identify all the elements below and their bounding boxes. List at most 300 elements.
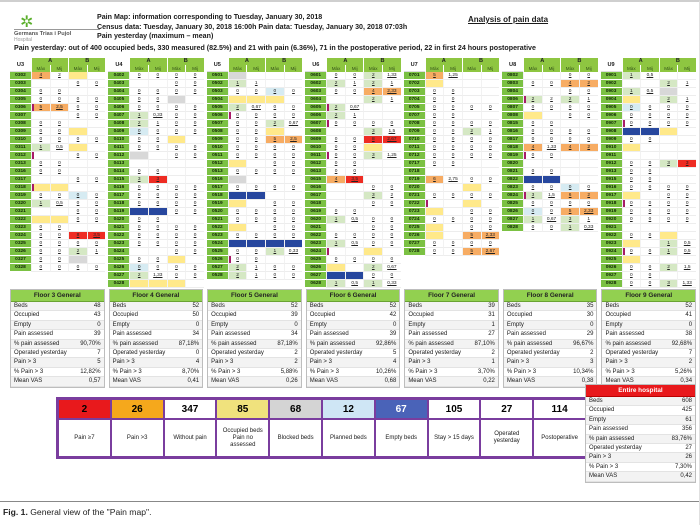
- pain-cell[interactable]: [87, 160, 106, 168]
- pain-cell[interactable]: 0: [579, 104, 598, 112]
- pain-cell[interactable]: 0: [579, 200, 598, 208]
- bed-number[interactable]: 0502: [207, 80, 228, 88]
- pain-cell[interactable]: [284, 80, 303, 88]
- bed-number[interactable]: 0828: [502, 224, 523, 232]
- pain-cell[interactable]: [68, 168, 87, 176]
- pain-cell[interactable]: 0: [265, 224, 284, 232]
- pain-cell[interactable]: [640, 224, 659, 232]
- pain-cell[interactable]: 0: [148, 136, 167, 144]
- pain-cell[interactable]: 2: [382, 192, 401, 200]
- pain-cell[interactable]: 0: [129, 200, 148, 208]
- pain-cell[interactable]: [265, 192, 284, 200]
- pain-cell[interactable]: [31, 216, 50, 224]
- pain-cell[interactable]: [228, 96, 247, 104]
- pain-cell[interactable]: 0,33: [148, 112, 167, 120]
- pain-cell[interactable]: 0: [462, 144, 481, 152]
- bed-number[interactable]: 0712: [404, 152, 425, 160]
- pain-cell[interactable]: [148, 248, 167, 256]
- pain-cell[interactable]: 0: [284, 160, 303, 168]
- pain-cell[interactable]: [443, 80, 462, 88]
- bed-number[interactable]: 0410: [108, 136, 129, 144]
- pain-cell[interactable]: 0: [326, 168, 345, 176]
- pain-cell[interactable]: [246, 72, 265, 80]
- bed-number[interactable]: 0826: [502, 208, 523, 216]
- pain-cell[interactable]: 0: [363, 184, 382, 192]
- pain-cell[interactable]: 2: [326, 104, 345, 112]
- pain-cell[interactable]: 0,33: [382, 280, 401, 288]
- pain-cell[interactable]: [542, 88, 561, 96]
- pain-cell[interactable]: 0: [185, 88, 204, 96]
- pain-cell[interactable]: [659, 168, 678, 176]
- pain-cell[interactable]: 0: [185, 128, 204, 136]
- bed-number[interactable]: 0820: [502, 160, 523, 168]
- pain-cell[interactable]: 2: [523, 96, 542, 104]
- pain-cell[interactable]: 0: [129, 192, 148, 200]
- pain-cell[interactable]: 0: [31, 168, 50, 176]
- pain-cell[interactable]: 0: [542, 208, 561, 216]
- pain-cell[interactable]: 1: [622, 88, 641, 96]
- bed-number[interactable]: 0313: [10, 160, 31, 168]
- pain-cell[interactable]: 0,5: [677, 248, 696, 256]
- bed-number[interactable]: 0727: [404, 240, 425, 248]
- pain-cell[interactable]: 0: [345, 232, 364, 240]
- pain-cell[interactable]: 0: [167, 200, 186, 208]
- pain-cell[interactable]: [87, 184, 106, 192]
- pain-cell[interactable]: 0: [382, 256, 401, 264]
- bed-number[interactable]: 0408: [108, 120, 129, 128]
- pain-cell[interactable]: [167, 136, 186, 144]
- pain-cell[interactable]: [462, 200, 481, 208]
- pain-cell[interactable]: 0: [425, 144, 444, 152]
- pain-cell[interactable]: [622, 128, 641, 136]
- pain-cell[interactable]: 0: [148, 96, 167, 104]
- pain-cell[interactable]: 0: [246, 120, 265, 128]
- pain-cell[interactable]: 0,67: [542, 216, 561, 224]
- pain-cell[interactable]: [481, 112, 500, 120]
- bed-number[interactable]: 0707: [404, 112, 425, 120]
- pain-cell[interactable]: 0: [579, 136, 598, 144]
- pain-cell[interactable]: [129, 160, 148, 168]
- pain-cell[interactable]: 0: [129, 88, 148, 96]
- pain-cell[interactable]: 0: [68, 96, 87, 104]
- bed-number[interactable]: 0816: [502, 128, 523, 136]
- pain-cell[interactable]: 0: [425, 152, 444, 160]
- bed-number[interactable]: 0312: [10, 152, 31, 160]
- pain-cell[interactable]: 0: [87, 216, 106, 224]
- pain-cell[interactable]: [363, 168, 382, 176]
- pain-cell[interactable]: [363, 144, 382, 152]
- pain-cell[interactable]: 0: [68, 80, 87, 88]
- bed-number[interactable]: 0625: [305, 256, 326, 264]
- pain-cell[interactable]: 0,5: [640, 88, 659, 96]
- pain-cell[interactable]: [31, 176, 50, 184]
- pain-cell[interactable]: [185, 256, 204, 264]
- pain-cell[interactable]: 2,33: [382, 88, 401, 96]
- pain-cell[interactable]: [382, 176, 401, 184]
- pain-cell[interactable]: 1: [129, 112, 148, 120]
- bed-number[interactable]: 0317: [10, 176, 31, 184]
- pain-cell[interactable]: [284, 96, 303, 104]
- pain-cell[interactable]: 1: [382, 80, 401, 88]
- bed-number[interactable]: 0721: [404, 192, 425, 200]
- pain-cell[interactable]: [87, 88, 106, 96]
- pain-cell[interactable]: 0: [50, 224, 69, 232]
- pain-cell[interactable]: 0: [68, 176, 87, 184]
- pain-cell[interactable]: 0: [326, 152, 345, 160]
- pain-cell[interactable]: 0: [185, 104, 204, 112]
- pain-cell[interactable]: 0: [326, 208, 345, 216]
- pain-cell[interactable]: 0: [284, 184, 303, 192]
- pain-cell[interactable]: [579, 160, 598, 168]
- pain-cell[interactable]: 0: [659, 200, 678, 208]
- pain-cell[interactable]: 2: [363, 264, 382, 272]
- pain-cell[interactable]: 0: [443, 128, 462, 136]
- pain-cell[interactable]: [622, 152, 641, 160]
- bed-number[interactable]: 0928: [601, 280, 622, 288]
- pain-cell[interactable]: 0: [167, 112, 186, 120]
- bed-number[interactable]: 0601: [305, 72, 326, 80]
- pain-cell[interactable]: 3,5: [345, 176, 364, 184]
- pain-cell[interactable]: 0: [443, 96, 462, 104]
- pain-cell[interactable]: 1: [87, 248, 106, 256]
- bed-number[interactable]: 0722: [404, 200, 425, 208]
- pain-cell[interactable]: [560, 120, 579, 128]
- bed-number[interactable]: 0612: [305, 160, 326, 168]
- pain-cell[interactable]: 1,5: [382, 128, 401, 136]
- pain-cell[interactable]: 4: [31, 72, 50, 80]
- pain-cell[interactable]: 0: [382, 240, 401, 248]
- pain-cell[interactable]: 0: [246, 232, 265, 240]
- bed-number[interactable]: 0426: [108, 264, 129, 272]
- pain-cell[interactable]: [481, 96, 500, 104]
- pain-cell[interactable]: 0: [640, 136, 659, 144]
- bed-number[interactable]: 0717: [404, 160, 425, 168]
- pain-cell[interactable]: 0: [129, 264, 148, 272]
- pain-cell[interactable]: 0: [68, 240, 87, 248]
- pain-cell[interactable]: [659, 88, 678, 96]
- pain-cell[interactable]: 0,5: [640, 72, 659, 80]
- pain-cell[interactable]: 0: [659, 184, 678, 192]
- pain-cell[interactable]: 0: [228, 152, 247, 160]
- pain-cell[interactable]: 1: [659, 248, 678, 256]
- pain-cell[interactable]: 0: [382, 120, 401, 128]
- pain-cell[interactable]: 0: [425, 240, 444, 248]
- pain-cell[interactable]: [228, 200, 247, 208]
- bed-number[interactable]: 0819: [502, 152, 523, 160]
- pain-cell[interactable]: [345, 192, 364, 200]
- pain-cell[interactable]: [265, 80, 284, 88]
- bed-number[interactable]: 0902: [601, 80, 622, 88]
- pain-cell[interactable]: 5: [462, 232, 481, 240]
- pain-cell[interactable]: 0: [382, 224, 401, 232]
- pain-cell[interactable]: [265, 256, 284, 264]
- bed-number[interactable]: 0306: [10, 104, 31, 112]
- pain-cell[interactable]: [345, 96, 364, 104]
- pain-cell[interactable]: 0: [228, 144, 247, 152]
- pain-cell[interactable]: 0: [129, 104, 148, 112]
- pain-cell[interactable]: 0: [542, 168, 561, 176]
- pain-cell[interactable]: [425, 224, 444, 232]
- pain-cell[interactable]: [265, 128, 284, 136]
- pain-cell[interactable]: 0: [265, 144, 284, 152]
- pain-cell[interactable]: 0: [167, 192, 186, 200]
- pain-cell[interactable]: [382, 248, 401, 256]
- bed-number[interactable]: 0405: [108, 96, 129, 104]
- bed-number[interactable]: 0708: [404, 120, 425, 128]
- bed-number[interactable]: 0521: [207, 216, 228, 224]
- pain-cell[interactable]: [659, 256, 678, 264]
- bed-number[interactable]: 0501: [207, 72, 228, 80]
- pain-cell[interactable]: [622, 192, 641, 200]
- pain-cell[interactable]: 0: [265, 264, 284, 272]
- pain-cell[interactable]: 3,5: [87, 232, 106, 240]
- pain-cell[interactable]: 0: [481, 136, 500, 144]
- pain-cell[interactable]: [640, 96, 659, 104]
- pain-cell[interactable]: 0: [50, 88, 69, 96]
- pain-cell[interactable]: 0: [622, 104, 641, 112]
- bed-number[interactable]: 0919: [601, 208, 622, 216]
- pain-cell[interactable]: 0: [425, 192, 444, 200]
- pain-cell[interactable]: 1: [228, 80, 247, 88]
- pain-cell[interactable]: 0: [481, 144, 500, 152]
- pain-cell[interactable]: [382, 160, 401, 168]
- pain-cell[interactable]: 0: [246, 184, 265, 192]
- pain-cell[interactable]: 0: [443, 88, 462, 96]
- pain-cell[interactable]: 0: [246, 152, 265, 160]
- pain-cell[interactable]: 0: [542, 128, 561, 136]
- pain-cell[interactable]: 3: [129, 176, 148, 184]
- pain-cell[interactable]: 0: [148, 264, 167, 272]
- bed-number[interactable]: 0619: [305, 208, 326, 216]
- pain-cell[interactable]: 0: [148, 192, 167, 200]
- pain-cell[interactable]: [677, 72, 696, 80]
- pain-cell[interactable]: 0: [425, 96, 444, 104]
- pain-cell[interactable]: 0: [579, 128, 598, 136]
- pain-cell[interactable]: [523, 176, 542, 184]
- pain-cell[interactable]: 0: [167, 144, 186, 152]
- pain-cell[interactable]: 0,67: [284, 120, 303, 128]
- pain-cell[interactable]: 0: [443, 112, 462, 120]
- pain-cell[interactable]: 0: [265, 152, 284, 160]
- pain-cell[interactable]: 0: [284, 200, 303, 208]
- pain-cell[interactable]: 0: [167, 152, 186, 160]
- pain-cell[interactable]: 3: [363, 192, 382, 200]
- bed-number[interactable]: 0424: [108, 248, 129, 256]
- pain-cell[interactable]: 2: [579, 144, 598, 152]
- pain-cell[interactable]: 0: [31, 160, 50, 168]
- pain-cell[interactable]: 0: [425, 120, 444, 128]
- pain-cell[interactable]: [462, 88, 481, 96]
- pain-cell[interactable]: [326, 200, 345, 208]
- pain-cell[interactable]: [68, 88, 87, 96]
- pain-cell[interactable]: 0: [523, 152, 542, 160]
- pain-cell[interactable]: 0: [265, 200, 284, 208]
- pain-cell[interactable]: 0: [284, 144, 303, 152]
- pain-cell[interactable]: [345, 128, 364, 136]
- pain-cell[interactable]: 0: [363, 232, 382, 240]
- bed-number[interactable]: 0520: [207, 208, 228, 216]
- pain-cell[interactable]: [129, 280, 148, 288]
- bed-number[interactable]: 0908: [601, 128, 622, 136]
- pain-cell[interactable]: [284, 256, 303, 264]
- pain-cell[interactable]: 0: [425, 128, 444, 136]
- pain-cell[interactable]: 0: [246, 256, 265, 264]
- pain-cell[interactable]: [462, 72, 481, 80]
- pain-cell[interactable]: [677, 256, 696, 264]
- pain-cell[interactable]: 0: [148, 88, 167, 96]
- pain-cell[interactable]: [677, 136, 696, 144]
- pain-cell[interactable]: 2: [363, 96, 382, 104]
- pain-cell[interactable]: 0: [345, 120, 364, 128]
- pain-cell[interactable]: 0: [167, 248, 186, 256]
- pain-cell[interactable]: 8: [363, 136, 382, 144]
- pain-cell[interactable]: 0: [246, 112, 265, 120]
- pain-cell[interactable]: 0: [87, 200, 106, 208]
- bed-number[interactable]: 0517: [207, 184, 228, 192]
- pain-cell[interactable]: [345, 248, 364, 256]
- pain-cell[interactable]: 0: [481, 176, 500, 184]
- bed-number[interactable]: 0613: [305, 168, 326, 176]
- pain-cell[interactable]: [326, 96, 345, 104]
- bed-number[interactable]: 0607: [305, 120, 326, 128]
- pain-cell[interactable]: 1,33: [148, 272, 167, 280]
- pain-cell[interactable]: 0: [345, 152, 364, 160]
- pain-cell[interactable]: [345, 200, 364, 208]
- bed-number[interactable]: 0718: [404, 168, 425, 176]
- bed-number[interactable]: 0304: [10, 88, 31, 96]
- bed-number[interactable]: 0709: [404, 128, 425, 136]
- pain-cell[interactable]: [167, 160, 186, 168]
- pain-cell[interactable]: [443, 200, 462, 208]
- bed-number[interactable]: 0320: [10, 200, 31, 208]
- pain-cell[interactable]: 0: [622, 200, 641, 208]
- pain-cell[interactable]: [129, 80, 148, 88]
- pain-cell[interactable]: [579, 120, 598, 128]
- pain-cell[interactable]: 0: [265, 208, 284, 216]
- bed-number[interactable]: 0907: [601, 120, 622, 128]
- pain-cell[interactable]: 0: [523, 184, 542, 192]
- pain-cell[interactable]: 0: [462, 240, 481, 248]
- pain-cell[interactable]: 2: [659, 80, 678, 88]
- bed-number[interactable]: 0807: [502, 104, 523, 112]
- pain-cell[interactable]: 0: [68, 192, 87, 200]
- pain-cell[interactable]: 1,33: [542, 144, 561, 152]
- pain-cell[interactable]: 0: [148, 168, 167, 176]
- bed-number[interactable]: 0723: [404, 208, 425, 216]
- pain-cell[interactable]: [462, 96, 481, 104]
- pain-cell[interactable]: 0,5: [345, 240, 364, 248]
- pain-cell[interactable]: 0: [640, 120, 659, 128]
- pain-cell[interactable]: [443, 208, 462, 216]
- pain-cell[interactable]: 1,5: [542, 192, 561, 200]
- pain-cell[interactable]: 0: [523, 208, 542, 216]
- bed-number[interactable]: 0324: [10, 232, 31, 240]
- pain-cell[interactable]: [148, 280, 167, 288]
- pain-cell[interactable]: 3: [659, 160, 678, 168]
- pain-cell[interactable]: 0: [50, 120, 69, 128]
- pain-cell[interactable]: [523, 88, 542, 96]
- pain-cell[interactable]: 0: [185, 272, 204, 280]
- pain-cell[interactable]: [31, 184, 50, 192]
- bed-number[interactable]: 0916: [601, 184, 622, 192]
- pain-cell[interactable]: 0: [167, 128, 186, 136]
- bed-number[interactable]: 0506: [207, 112, 228, 120]
- bed-number[interactable]: 0603: [305, 88, 326, 96]
- pain-cell[interactable]: 0: [363, 120, 382, 128]
- pain-cell[interactable]: 1: [345, 112, 364, 120]
- pain-cell[interactable]: [345, 264, 364, 272]
- pain-cell[interactable]: 0: [542, 184, 561, 192]
- pain-cell[interactable]: 0: [228, 168, 247, 176]
- bed-number[interactable]: 0526: [207, 256, 228, 264]
- pain-cell[interactable]: 0,5: [345, 216, 364, 224]
- bed-number[interactable]: 0711: [404, 144, 425, 152]
- bed-number[interactable]: 0527: [207, 264, 228, 272]
- pain-cell[interactable]: 0: [284, 208, 303, 216]
- pain-cell[interactable]: 2: [659, 96, 678, 104]
- pain-cell[interactable]: 0: [284, 112, 303, 120]
- pain-cell[interactable]: 0: [622, 208, 641, 216]
- pain-cell[interactable]: [363, 104, 382, 112]
- pain-cell[interactable]: [659, 232, 678, 240]
- pain-cell[interactable]: [68, 224, 87, 232]
- pain-cell[interactable]: 1: [246, 264, 265, 272]
- pain-cell[interactable]: 0: [167, 80, 186, 88]
- pain-cell[interactable]: 0: [284, 224, 303, 232]
- pain-cell[interactable]: 5: [31, 104, 50, 112]
- pain-cell[interactable]: [284, 128, 303, 136]
- pain-cell[interactable]: 0: [425, 112, 444, 120]
- pain-cell[interactable]: 0: [659, 120, 678, 128]
- pain-cell[interactable]: 0: [443, 240, 462, 248]
- pain-cell[interactable]: 0: [185, 200, 204, 208]
- bed-number[interactable]: 0504: [207, 96, 228, 104]
- pain-cell[interactable]: [87, 72, 106, 80]
- pain-cell[interactable]: 0: [167, 184, 186, 192]
- pain-cell[interactable]: [523, 72, 542, 80]
- pain-cell[interactable]: 1: [148, 120, 167, 128]
- pain-cell[interactable]: 0: [677, 184, 696, 192]
- pain-cell[interactable]: [228, 72, 247, 80]
- pain-cell[interactable]: 0: [167, 264, 186, 272]
- pain-cell[interactable]: 0: [462, 208, 481, 216]
- pain-cell[interactable]: [659, 72, 678, 80]
- pain-cell[interactable]: 0: [443, 144, 462, 152]
- pain-cell[interactable]: 0: [265, 88, 284, 96]
- pain-cell[interactable]: [579, 176, 598, 184]
- pain-cell[interactable]: 0,67: [345, 104, 364, 112]
- pain-cell[interactable]: [425, 184, 444, 192]
- pain-cell[interactable]: 0: [326, 256, 345, 264]
- bed-number[interactable]: 0420: [108, 216, 129, 224]
- bed-number[interactable]: 0518: [207, 192, 228, 200]
- pain-cell[interactable]: 0: [481, 208, 500, 216]
- bed-number[interactable]: 0705: [404, 104, 425, 112]
- pain-cell[interactable]: 0: [640, 264, 659, 272]
- pain-cell[interactable]: [167, 256, 186, 264]
- pain-cell[interactable]: 0: [542, 80, 561, 88]
- pain-cell[interactable]: [167, 176, 186, 184]
- bed-number[interactable]: 0303: [10, 80, 31, 88]
- bed-number[interactable]: 0419: [108, 208, 129, 216]
- pain-cell[interactable]: 0: [87, 192, 106, 200]
- pain-cell[interactable]: [462, 80, 481, 88]
- pain-cell[interactable]: 0: [129, 144, 148, 152]
- pain-cell[interactable]: 0: [659, 112, 678, 120]
- bed-number[interactable]: 0309: [10, 128, 31, 136]
- pain-cell[interactable]: 4: [363, 88, 382, 96]
- pain-cell[interactable]: 0: [523, 136, 542, 144]
